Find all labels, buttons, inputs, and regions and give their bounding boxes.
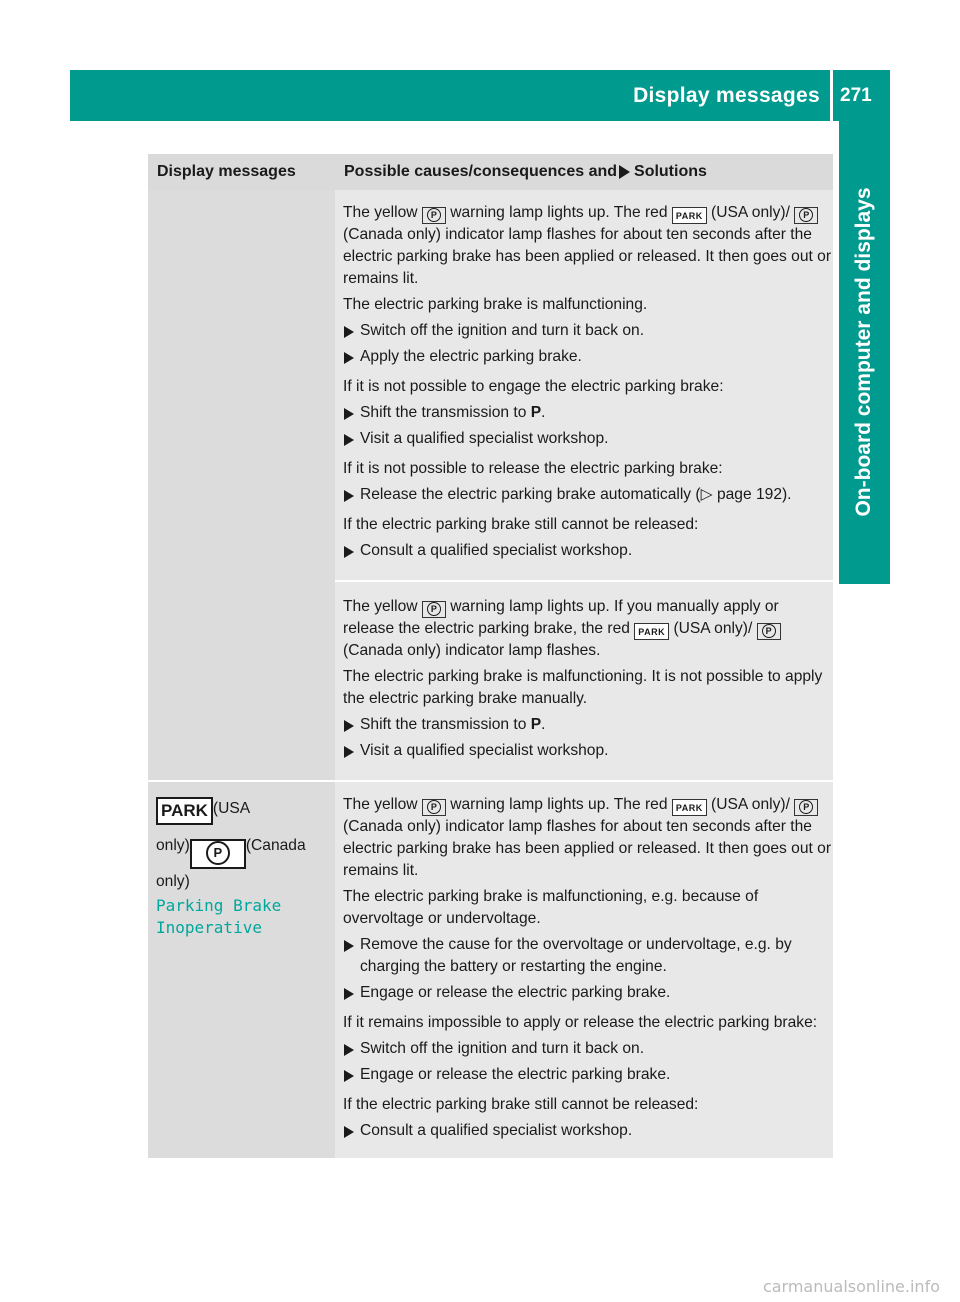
only-line: only) [156,873,190,890]
p-glyph: P [427,602,441,616]
footer-watermark: carmanualsonline.info [762,1277,940,1296]
paragraph: The electric parking brake is malfunctioning. It is not possible to apply the electric parking brake manually. [343,668,823,707]
park-icon: PARK [672,207,707,224]
bullet-item: Engage or release the electric parking brake. [343,982,833,1004]
text: . [541,716,546,733]
paragraph: The electric parking brake is malfunctioning. [343,296,648,313]
paragraph: The electric parking brake is malfunctioning, e.g. because of overvoltage or undervoltage. [343,888,759,927]
canada-line [156,833,327,869]
paragraph [343,202,833,290]
text: (USA only)/ [711,796,790,813]
side-tab-block [839,533,890,584]
paragraph: If it is not possible to release the electric parking brake: [343,460,723,477]
text: warning lamp lights up. The red [450,796,668,813]
bullet-item: Switch off the ignition and turn it back on. [343,320,833,342]
solutions-cell [335,190,833,580]
parking-p-icon [757,623,781,640]
text: . [541,404,546,421]
bullet-item: Consult a qualified specialist workshop. [343,1120,833,1142]
p-glyph: P [206,841,230,865]
text: P [530,716,542,733]
text: Shift the transmission to [360,404,527,421]
display-message-text: Parking Brake [156,896,282,915]
p-glyph: P [427,208,441,222]
col-header-display-messages: Display messages [157,163,296,180]
header-title: Display messages [633,84,820,107]
paragraph: If the electric parking brake still cannot be released: [343,516,699,533]
text: (Canada only) indicator lamp flashes for about ten seconds after the electric parking brake has been applied or released. It then goes out or remains lit. [343,226,832,287]
display-message-cell [148,782,335,1158]
bullet-item: Remove the cause for the overvoltage or undervoltage, e.g. by charging the battery or restarting the engine. [343,934,833,978]
messages-table [148,154,833,1158]
parking-p-icon [794,799,818,816]
col-header-solutions [344,154,707,190]
bullet-item [343,714,833,736]
text: (Canada only) indicator lamp flashes for about ten seconds after the electric parking brake has been applied or released. It then goes out or remains lit. [343,818,832,879]
p-glyph: P [427,800,441,814]
parking-p-icon [422,799,446,816]
text: The yellow [343,796,418,813]
bullet-item: Release the electric parking brake automatically (▷ page 192). [343,484,833,506]
text: warning lamp lights up. The red [450,204,668,221]
arrow-right-icon [619,165,630,179]
header-divider [830,70,833,121]
text: warning lamp lights up. If you manually apply or release the electric parking brake, the red [343,598,779,637]
paragraph: If it remains impossible to apply or release the electric parking brake: [343,1014,818,1031]
bullet-item: Engage or release the electric parking brake. [343,1064,833,1086]
paragraph: If the electric parking brake still cannot be released: [343,1096,699,1113]
display-message-cell [148,190,335,780]
text: P [530,404,542,421]
park-icon: PARK [672,799,707,816]
paragraph [343,794,833,882]
bullet-item: Visit a qualified specialist workshop. [343,740,833,762]
text: (Canada only) indicator lamp flashes. [343,642,601,659]
bullet-item [343,402,833,424]
p-glyph: P [762,624,776,638]
park-icon: PARK [634,623,669,640]
park-line [156,796,327,825]
solutions-cell-group [335,190,833,780]
p-glyph: P [799,800,813,814]
text: (USA only)/ [673,620,753,637]
display-message-text: Inoperative [156,918,262,937]
bullet-item: Apply the electric parking brake. [343,346,833,368]
p-glyph: P [799,208,813,222]
bullet-item: Switch off the ignition and turn it back on. [343,1038,833,1060]
side-tab-label: On-board computer and displays [852,187,875,517]
text: The yellow [343,598,418,615]
parking-p-icon [422,601,446,618]
text: (USA only)/ [711,204,790,221]
text: (Canada [245,837,306,854]
table-header [148,154,833,190]
parking-brake-indicator-icon [190,839,246,869]
text: Shift the transmission to [360,716,527,733]
col-header-causes: Possible causes/consequences and [344,163,618,180]
col-header-solutions-label: Solutions [634,163,707,180]
table-row [148,190,833,780]
paragraph [343,596,833,662]
bullet-item: Consult a qualified specialist workshop. [343,540,833,562]
bullet-item: Visit a qualified specialist workshop. [343,428,833,450]
park-indicator-icon: PARK [156,797,213,825]
text: The yellow [343,204,418,221]
solutions-cell [335,582,833,780]
header-bar [70,70,890,121]
table-row [148,782,833,1158]
text: only) [156,837,190,854]
text: (USA [212,800,251,817]
display-message [148,782,335,939]
parking-p-icon [422,207,446,224]
page-number: 271 [840,85,872,106]
paragraph: If it is not possible to engage the electric parking brake: [343,378,724,395]
parking-p-icon [794,207,818,224]
solutions-cell [335,782,833,1158]
